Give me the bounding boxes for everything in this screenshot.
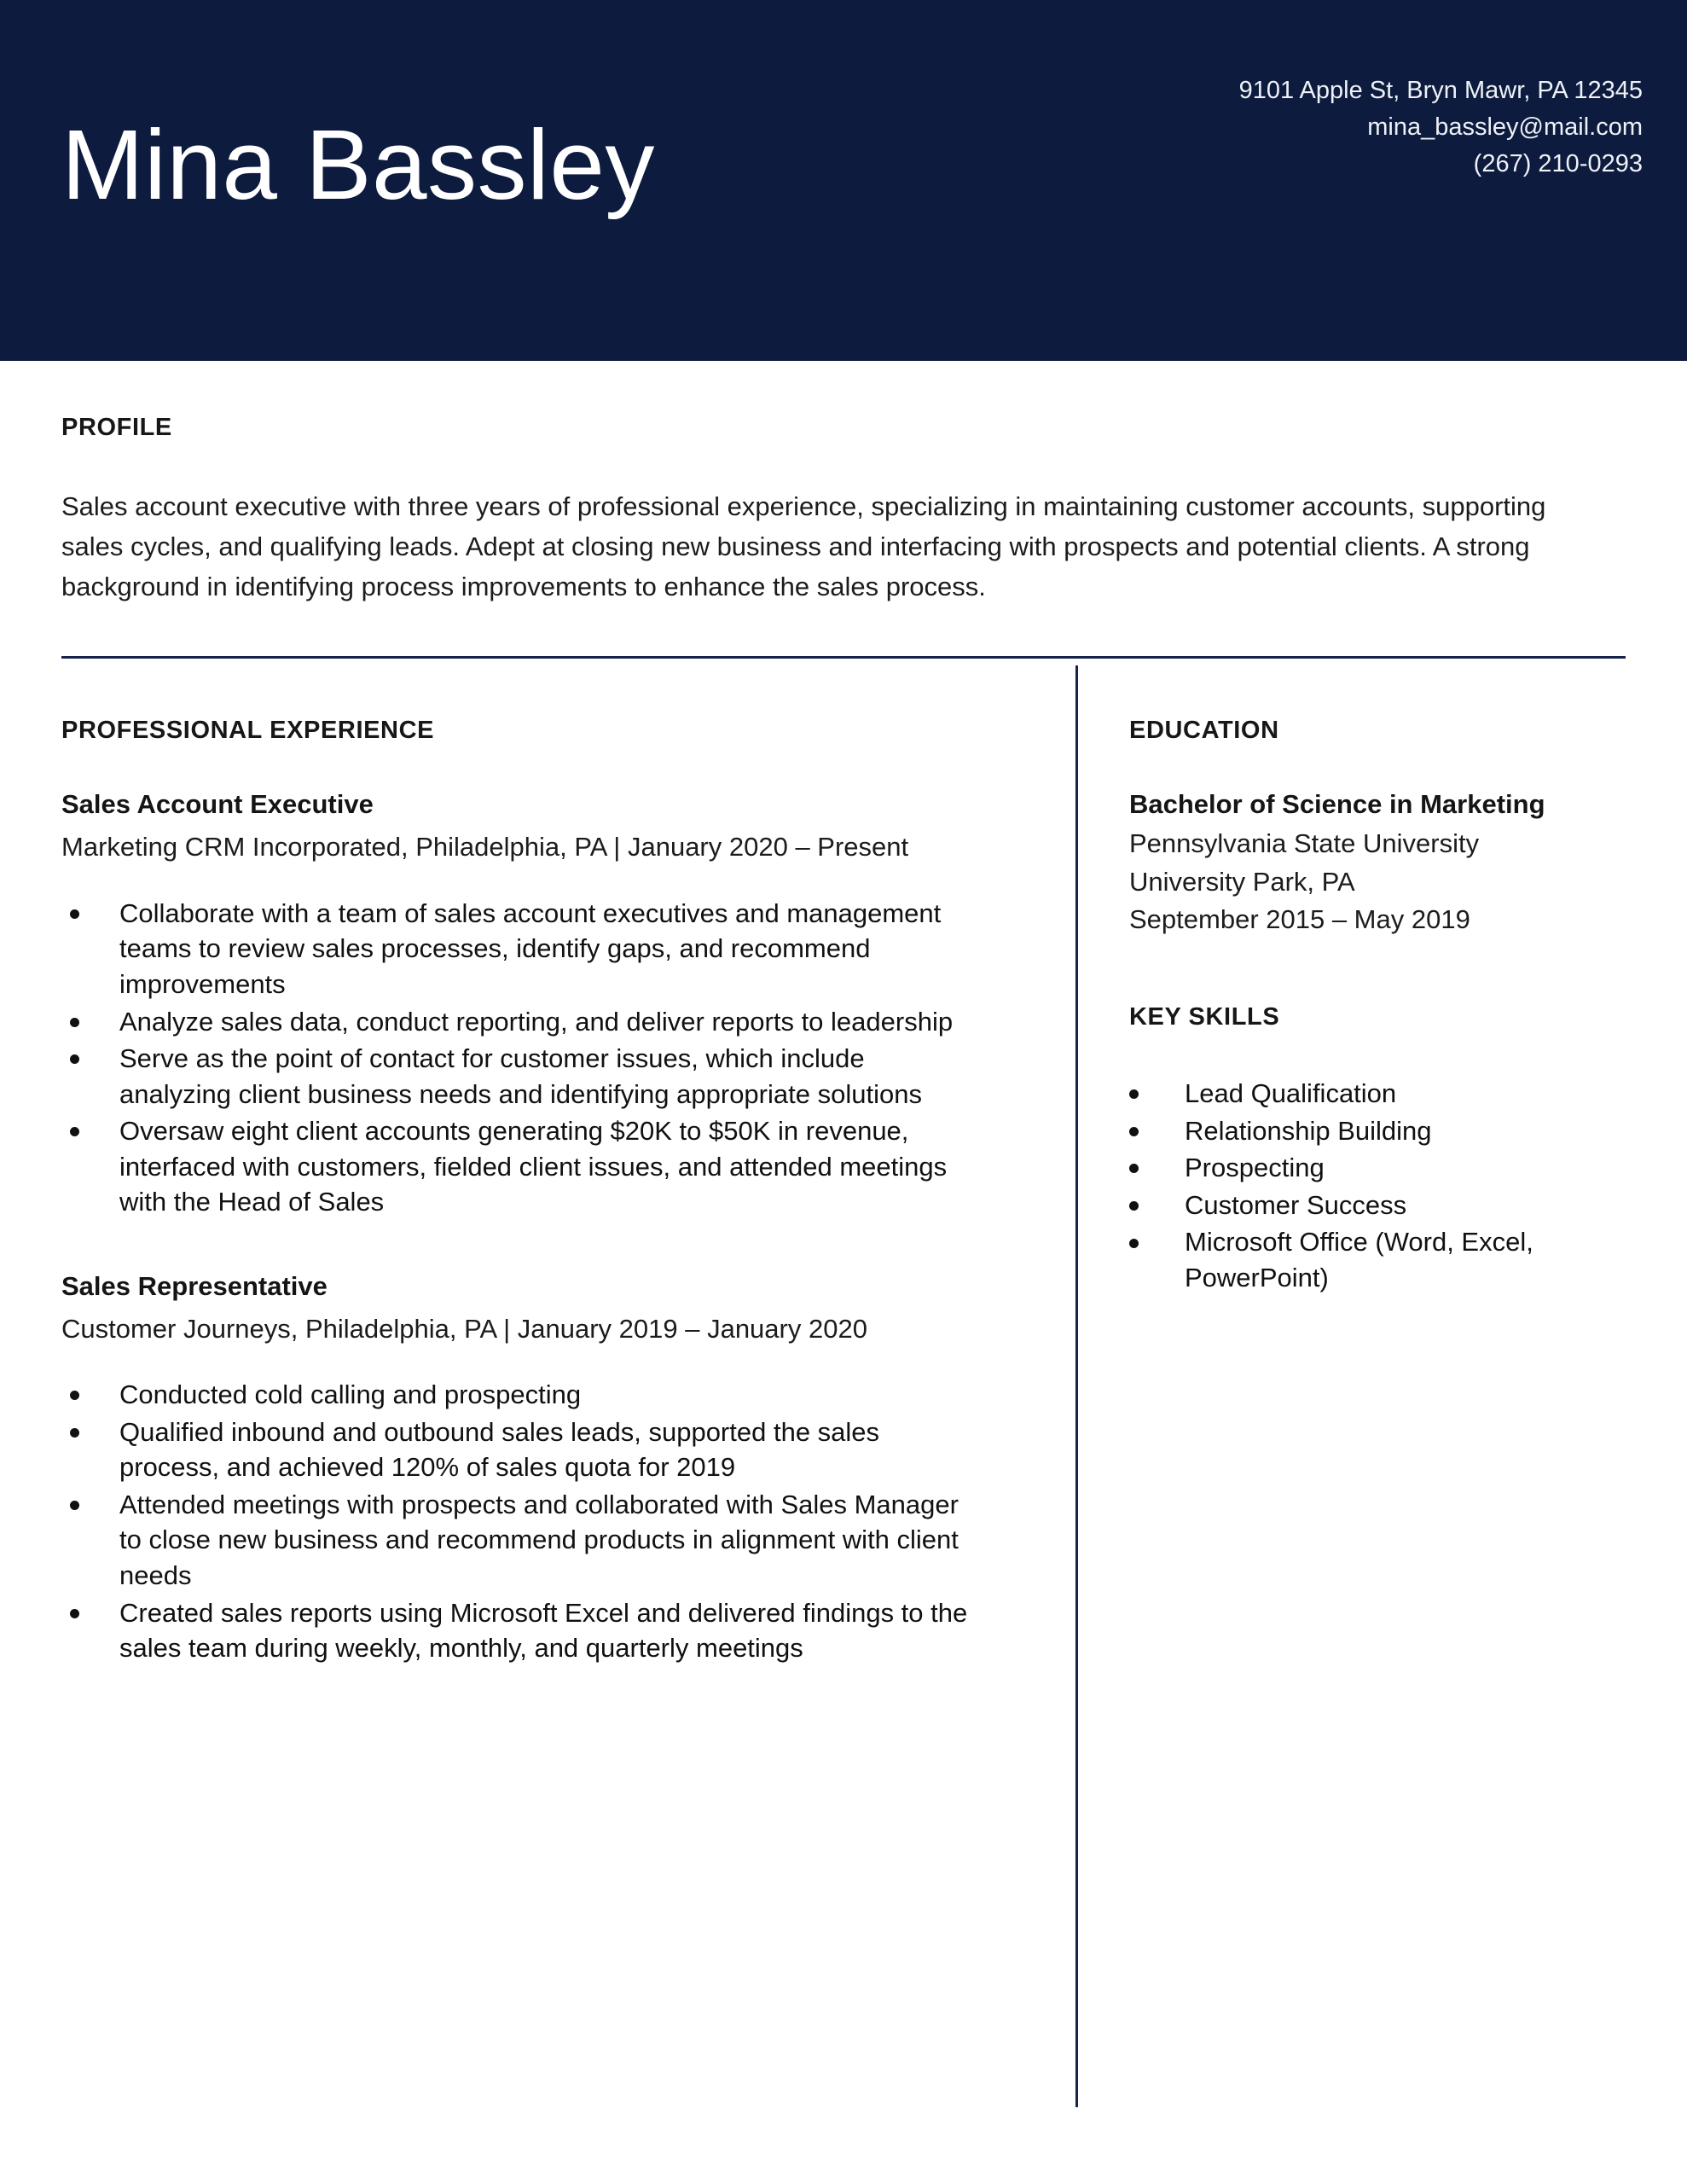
experience-column [0, 665, 1075, 2107]
entry-spacer [61, 1232, 982, 1271]
bullet-dot-icon [70, 1501, 79, 1510]
bullet-dot-icon [1129, 1089, 1139, 1099]
list-item [1129, 1150, 1653, 1186]
bullet-text: Qualified inbound and outbound sales leads, supported the sales process, and achieved 120% of sales quota for 2019 [119, 1416, 880, 1483]
resume-body [0, 361, 1687, 2107]
bullet-text: Conducted cold calling and prospecting [119, 1380, 582, 1410]
bullet-text: Attended meetings with prospects and collaborated with Sales Manager to close new business and recommend products in alignment with client needs [119, 1489, 959, 1591]
education-dates: September 2015 – May 2019 [1129, 903, 1470, 934]
list-item [70, 1041, 982, 1112]
skill-text: Relationship Building [1185, 1115, 1432, 1146]
education-school: Pennsylvania State University [1129, 828, 1480, 859]
education-location: University Park, PA [1129, 866, 1355, 897]
list-item [70, 1414, 982, 1485]
job-bullet-list [61, 896, 982, 1220]
bullet-text: Serve as the point of contact for customer issues, which include analyzing client business needs and identifying appropriate solutions [119, 1043, 922, 1109]
education-section-heading: EDUCATION [1129, 717, 1279, 745]
job-meta: Customer Journeys, Philadelphia, PA | January 2019 – January 2020 [61, 1313, 867, 1344]
list-item [70, 896, 982, 1002]
list-item [1129, 1188, 1653, 1223]
skill-text: Customer Success [1185, 1189, 1407, 1220]
bullet-dot-icon [1129, 1201, 1139, 1211]
sidebar-column [1078, 665, 1687, 2107]
list-item [1129, 1224, 1653, 1295]
bullet-text: Collaborate with a team of sales account executives and management teams to review sales processes, identify gaps, and recommend improvements [119, 897, 942, 1000]
header-content [0, 0, 1687, 361]
bullet-dot-icon [1129, 1164, 1139, 1173]
job-title: Sales Representative [61, 1270, 328, 1301]
list-item [70, 1377, 982, 1413]
profile-section-heading: PROFILE [61, 414, 172, 441]
bullet-dot-icon [70, 909, 79, 919]
job-bullet-list [61, 1377, 982, 1665]
list-item [70, 1595, 982, 1666]
list-item [70, 1113, 982, 1220]
profile-summary: Sales account executive with three years of professional experience, specializing in maintaining customer accounts, supporting sales cycles, and qualifying leads. Adept at closing new business and interfacing with prospects and potential clients. A strong background in identifying process improvements to enhance the sales process. [61, 491, 1546, 602]
education-entry [1129, 789, 1653, 938]
bullet-dot-icon [70, 1391, 79, 1400]
bullet-dot-icon [70, 1018, 79, 1027]
two-column-layout [0, 665, 1687, 2107]
bullet-dot-icon [70, 1127, 79, 1136]
experience-entry-2 [61, 1271, 982, 1666]
key-skills-list [1129, 1076, 1653, 1295]
bullet-text: Created sales reports using Microsoft Excel and delivered findings to the sales team during weekly, monthly, and quarterly meetings [119, 1597, 968, 1664]
contact-address: 9101 Apple St, Bryn Mawr, PA 12345 [1238, 77, 1643, 105]
bullet-dot-icon [70, 1609, 79, 1618]
bullet-text: Analyze sales data, conduct reporting, and deliver reports to leadership [119, 1006, 954, 1037]
key-skills-section-heading: KEY SKILLS [1129, 1003, 1280, 1031]
list-item [1129, 1076, 1653, 1112]
contact-phone[interactable]: (267) 210-0293 [1473, 149, 1643, 177]
bullet-text: Oversaw eight client accounts generating $20K to $50K in revenue, interfaced with customers, fielded client issues, and attended meetings with the Head of Sales [119, 1116, 948, 1217]
list-item [70, 1487, 982, 1594]
job-title: Sales Account Executive [61, 789, 374, 820]
bullet-dot-icon [70, 1054, 79, 1064]
skill-text: Microsoft Office (Word, Excel, PowerPoint) [1185, 1227, 1533, 1292]
page-title: Mina Bassley [61, 108, 655, 220]
skill-text: Prospecting [1185, 1153, 1325, 1183]
resume-header-band [0, 0, 1687, 361]
profile-section [0, 361, 1687, 659]
list-item [70, 1004, 982, 1040]
contact-email[interactable]: mina_bassley@mail.com [1367, 113, 1643, 142]
bullet-dot-icon [1129, 1127, 1139, 1136]
education-degree: Bachelor of Science in Marketing [1129, 789, 1545, 820]
experience-section-heading: PROFESSIONAL EXPERIENCE [61, 717, 435, 745]
list-item [1129, 1113, 1653, 1149]
contact-block [1239, 73, 1661, 183]
job-meta: Marketing CRM Incorporated, Philadelphia, PA | January 2020 – Present [61, 832, 909, 863]
skill-text: Lead Qualification [1185, 1078, 1397, 1109]
section-divider-horizontal [61, 656, 1626, 659]
bullet-dot-icon [70, 1428, 79, 1438]
experience-entry-1 [61, 789, 982, 1219]
bullet-dot-icon [1129, 1239, 1139, 1248]
